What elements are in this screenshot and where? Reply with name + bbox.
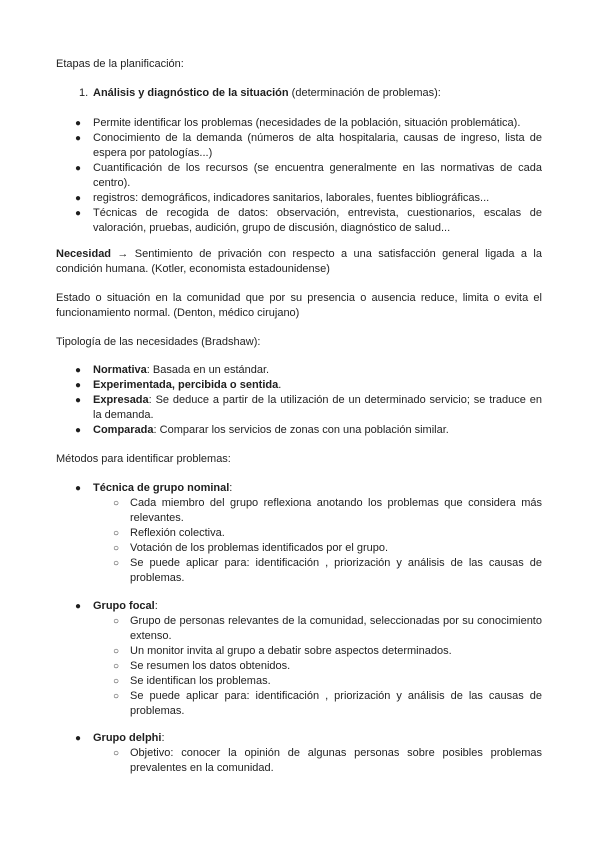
- stage-title: Análisis y diagnóstico de la situación: [93, 87, 289, 99]
- bullet-icon: ●: [75, 601, 82, 612]
- list-item: ○ Un monitor invita al grupo a debatir sobre aspectos determinados.: [113, 645, 452, 657]
- circle-bullet-icon: ○: [113, 543, 120, 554]
- stage-1: [56, 86, 542, 101]
- list-item: ○ Grupo de personas relevantes de la comunidad, seleccionadas por su conocimiento extenso.: [113, 615, 542, 642]
- circle-bullet-icon: ○: [113, 646, 120, 657]
- list-item: ● Técnicas de recogida de datos: observación, entrevista, cuestionarios, escalas de valoración, pruebas, audición, grupo de discusión, diagnóstico de salud...: [75, 207, 542, 234]
- stage1-bullets: [56, 116, 542, 236]
- bullet-icon: ●: [75, 733, 82, 744]
- bullet-icon: ●: [75, 163, 82, 174]
- circle-bullet-icon: ○: [113, 748, 120, 759]
- circle-bullet-icon: ○: [113, 616, 120, 627]
- circle-bullet-icon: ○: [113, 558, 120, 569]
- list-item: ○ Cada miembro del grupo reflexiona anotando los problemas que considera más relevantes.: [113, 497, 542, 524]
- list-item: ● Experimentada, percibida o sentida.: [75, 379, 282, 391]
- bullet-icon: ●: [75, 380, 82, 391]
- bullet-icon: ●: [75, 365, 82, 376]
- circle-bullet-icon: ○: [113, 498, 120, 509]
- bullet-icon: ●: [75, 425, 82, 436]
- list-item: ● Cuantificación de los recursos (se encuentra generalmente en las normativas de cada centro).: [75, 162, 542, 189]
- delphi-section: [56, 731, 542, 776]
- list-item: ● Conocimiento de la demanda (números de alta hospitalaria, causas de ingreso, lista de espera por patologías...): [75, 132, 542, 159]
- list-item: ○ Votación de los problemas identificados por el grupo.: [113, 542, 389, 554]
- estado-definition: Estado o situación en la comunidad que por su presencia o ausencia reduce, limita o evita el funcionamiento normal. (Denton, médico cirujano): [56, 292, 542, 319]
- bullet-icon: ●: [75, 133, 82, 144]
- list-item: ● Grupo focal:: [75, 600, 158, 612]
- list-item: ● Normativa: Basada en un estándar.: [75, 364, 270, 376]
- list-item: ● Técnica de grupo nominal:: [75, 482, 233, 494]
- nominal-title: Técnica de grupo nominal: [93, 482, 230, 494]
- list-item: ● Comparada: Comparar los servicios de zonas con una población similar.: [75, 424, 449, 436]
- necesidad-term: Necesidad: [56, 248, 112, 260]
- bullet-icon: ●: [75, 395, 82, 406]
- bullet-icon: ●: [75, 483, 82, 494]
- list-item: ○ Se puede aplicar para: identificación , priorización y análisis de las causas de problemas.: [113, 557, 542, 584]
- list-item: ○ Se identifican los problemas.: [113, 675, 271, 687]
- stage-subtitle: (determinación de problemas):: [288, 87, 441, 99]
- circle-bullet-icon: ○: [113, 691, 120, 702]
- circle-bullet-icon: ○: [113, 528, 120, 539]
- list-item: ○ Se puede aplicar para: identificación , priorización y análisis de las causas de problemas.: [113, 690, 542, 717]
- stages-list: [56, 86, 542, 101]
- list-item: ○ Objetivo: conocer la opinión de algunas personas sobre posibles problemas prevalentes en la comunidad.: [113, 747, 542, 774]
- bullet-icon: ●: [75, 193, 82, 204]
- tipologia-heading: Tipología de las necesidades (Bradshaw):: [56, 336, 261, 348]
- list-item: ● Expresada: Se deduce a partir de la utilización de un determinado servicio; se traduce en la demanda.: [75, 394, 542, 421]
- circle-bullet-icon: ○: [113, 661, 120, 672]
- list-item: ○ Se resumen los datos obtenidos.: [113, 660, 291, 672]
- list-item: ● registros: demográficos, indicadores sanitarios, laborales, fuentes bibliográficas...: [75, 192, 490, 204]
- metodos-heading: Métodos para identificar problemas:: [56, 453, 231, 465]
- delphi-title: Grupo delphi: [93, 732, 162, 744]
- bullet-icon: ●: [75, 208, 82, 219]
- circle-bullet-icon: ○: [113, 676, 120, 687]
- focal-section: [56, 599, 542, 719]
- necesidad-definition: Necesidad → Sentimiento de privación con respecto a una satisfacción general ligada a la condición humana. (Kotler, economista estadounidense): [56, 248, 542, 275]
- bullet-icon: ●: [75, 118, 82, 129]
- intro-heading: Etapas de la planificación:: [56, 58, 184, 70]
- list-item: ● Grupo delphi:: [75, 732, 165, 744]
- tipologia-list: [56, 363, 542, 438]
- stage-number: 1.: [79, 87, 89, 99]
- nominal-section: [56, 481, 542, 586]
- list-item: ○ Reflexión colectiva.: [113, 527, 225, 539]
- focal-title: Grupo focal: [93, 600, 155, 612]
- list-item: ● Permite identificar los problemas (necesidades de la población, situación problemática).: [75, 117, 521, 129]
